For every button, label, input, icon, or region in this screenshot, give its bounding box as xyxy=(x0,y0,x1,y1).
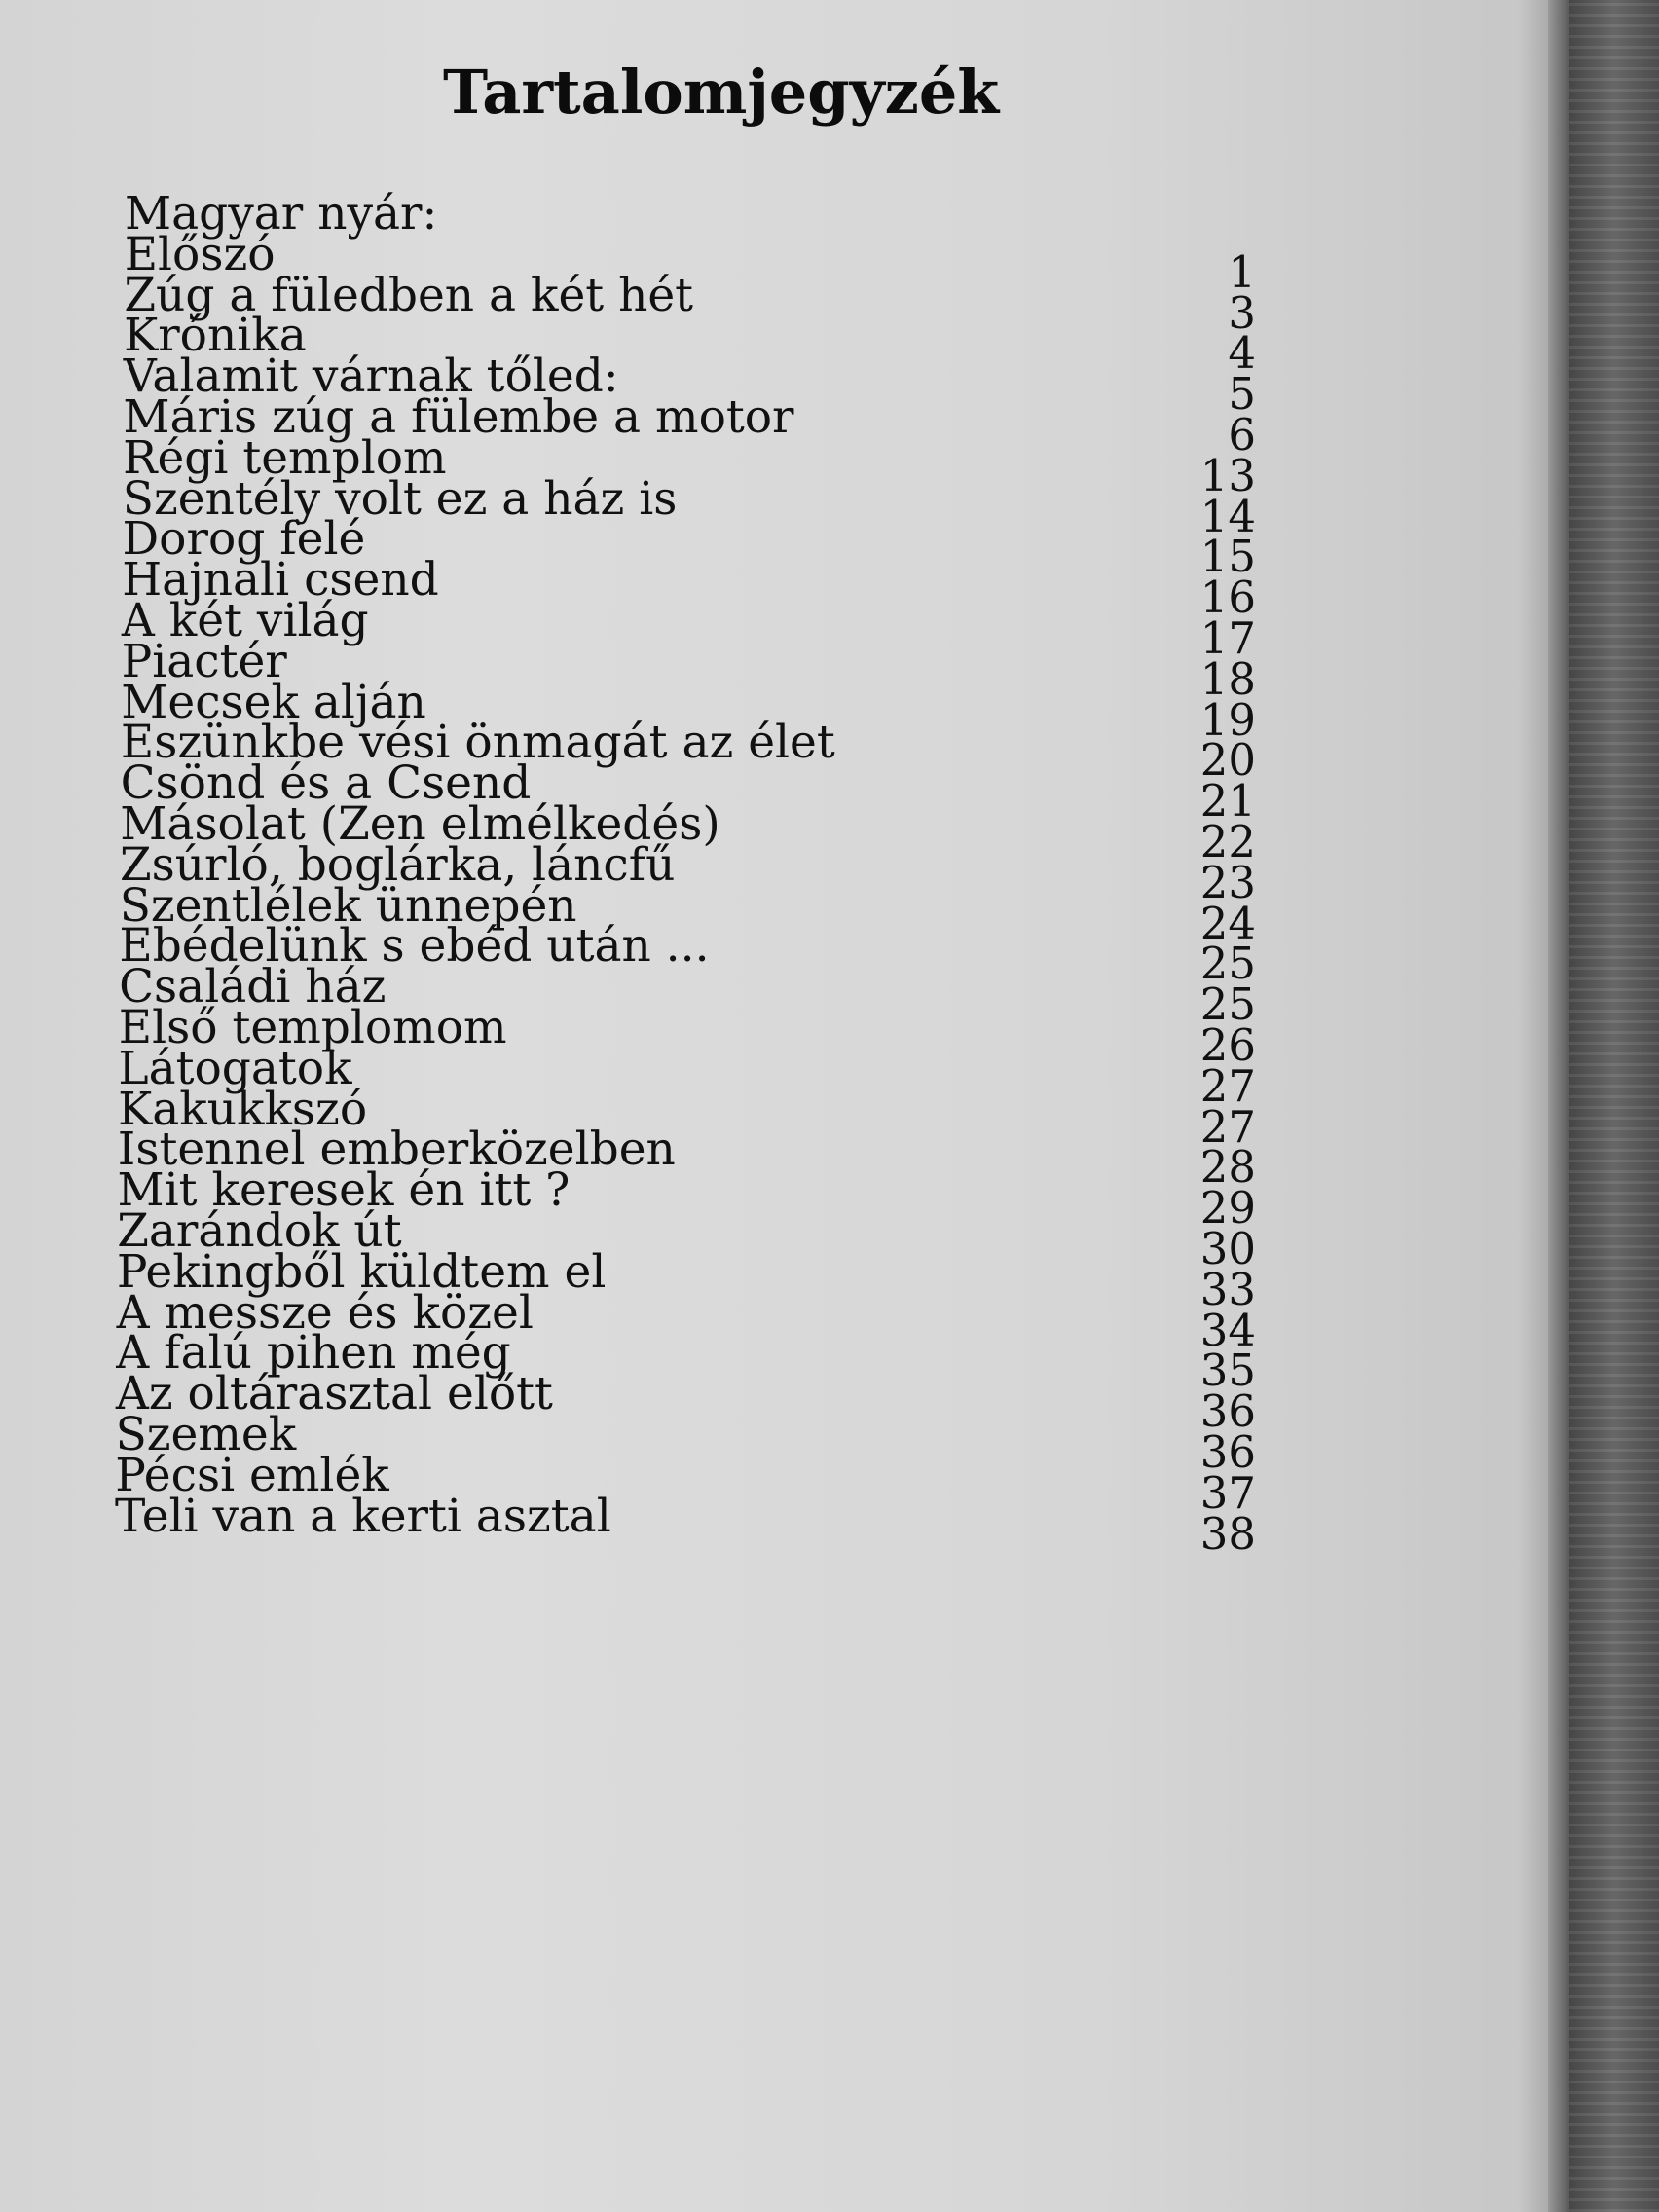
toc-entry-page-number: 25 xyxy=(1199,978,1256,1031)
toc-entry-title: Pekingből küldtem el xyxy=(116,1244,607,1299)
toc-entry-page-number: 35 xyxy=(1199,1345,1256,1397)
toc-entry-title: Krónika xyxy=(124,309,307,363)
toc-entry-page-number: 26 xyxy=(1199,1019,1256,1071)
toc-entry-title: Az oltárasztal előtt xyxy=(115,1367,553,1421)
toc-entry-title: A falú pihen még xyxy=(116,1326,511,1381)
toc-entry-title: Eszünkbe vési önmagát az élet xyxy=(120,716,835,770)
toc-entry-page-number: 18 xyxy=(1199,652,1256,705)
toc-entry-page-number: 5 xyxy=(1228,368,1256,421)
toc-entry-title: Valamit várnak tőled: xyxy=(123,350,619,404)
toc-entry-title: Régi templom xyxy=(123,430,447,485)
toc-entry-title: Első templomom xyxy=(118,1001,507,1054)
toc-entry-page-number: 33 xyxy=(1199,1263,1256,1315)
toc-entry-title: Mit keresek én itt ? xyxy=(117,1163,571,1218)
toc-entry-page-number: 6 xyxy=(1228,409,1256,461)
toc-entry-title: Pécsi emlék xyxy=(115,1448,389,1502)
toc-entry-title: Mecsek alján xyxy=(121,675,426,729)
toc-entry-title: Dorog felé xyxy=(122,512,366,567)
page-title: Tartalomjegyzék xyxy=(443,56,1000,128)
toc-entry-title: Családi ház xyxy=(119,960,387,1014)
toc-entry-title: Istennel emberközelben xyxy=(117,1123,676,1177)
toc-entry-title: Hajnali csend xyxy=(122,553,439,608)
toc-entry-title: Csönd és a Csend xyxy=(120,756,532,811)
toc-entry-page-number: 21 xyxy=(1199,775,1256,828)
toc-entry-page-number: 30 xyxy=(1199,1223,1256,1274)
toc-entry-page-number: 3 xyxy=(1228,286,1256,339)
toc-entry-page-number: 13 xyxy=(1199,449,1256,501)
toc-entry-title: Zsúrló, boglárka, láncfű xyxy=(120,837,676,892)
toc-entry-page-number: 25 xyxy=(1199,938,1256,990)
toc-entry-title: Előszó xyxy=(124,227,276,281)
toc-entry-page-number: 23 xyxy=(1199,856,1256,908)
toc-entry-title: Zarándok út xyxy=(117,1204,402,1258)
toc-entry-title: Zúg a füledben a két hét xyxy=(124,268,694,322)
toc-entry-title: Máris zúg a fülembe a motor xyxy=(123,390,794,444)
page-edge xyxy=(1548,0,1569,2212)
toc-entry-title: Szentély volt ez a ház is xyxy=(122,471,678,526)
toc-entry-title: Látogatok xyxy=(118,1041,352,1095)
toc-entry-page-number: 29 xyxy=(1199,1182,1256,1235)
toc-entry-page-number: 17 xyxy=(1199,612,1256,664)
toc-entry xyxy=(0,1488,1558,1560)
toc-entry-title: Magyar nyár: xyxy=(125,187,438,240)
toc-entry-page-number: 36 xyxy=(1199,1426,1256,1478)
toc-entry-page-number: 4 xyxy=(1228,327,1256,380)
toc-entry-page-number: 24 xyxy=(1199,897,1256,949)
toc-entry-title: Kakukkszó xyxy=(118,1082,368,1136)
toc-entry-page-number: 38 xyxy=(1199,1507,1256,1560)
toc-entry-page-number: 28 xyxy=(1199,1141,1256,1194)
toc-entry-title: Teli van a kerti asztal xyxy=(115,1489,611,1543)
toc-entry-title: A két világ xyxy=(121,594,369,647)
toc-entry-title: Piactér xyxy=(121,634,287,688)
wooden-surface xyxy=(1569,0,1659,2212)
toc-entry-title: Szentlélek ünnepén xyxy=(119,878,577,933)
toc-entry-page-number: 36 xyxy=(1199,1385,1256,1438)
toc-entry-page-number: 19 xyxy=(1199,693,1256,746)
toc-entry-page-number: 14 xyxy=(1199,490,1256,542)
toc-entry-page-number: 22 xyxy=(1199,816,1256,867)
toc-entry-page-number: 37 xyxy=(1199,1466,1256,1519)
toc-entry-page-number: 27 xyxy=(1199,1100,1256,1153)
toc-entry-title: A messze és közel xyxy=(116,1285,534,1340)
toc-entry-page-number: 16 xyxy=(1199,571,1256,624)
toc-entry-page-number: 34 xyxy=(1199,1304,1256,1356)
toc-entry-title: Szemek xyxy=(115,1408,297,1461)
toc-entry-page-number: 20 xyxy=(1199,734,1256,787)
toc-entry-page-number: 27 xyxy=(1199,1059,1256,1112)
toc-entry-title: Ebédelünk s ebéd után ... xyxy=(119,919,710,974)
toc-entry-title: Másolat (Zen elmélkedés) xyxy=(120,797,720,851)
toc-entry-page-number: 1 xyxy=(1228,245,1256,298)
toc-entry-page-number: 15 xyxy=(1199,531,1256,583)
